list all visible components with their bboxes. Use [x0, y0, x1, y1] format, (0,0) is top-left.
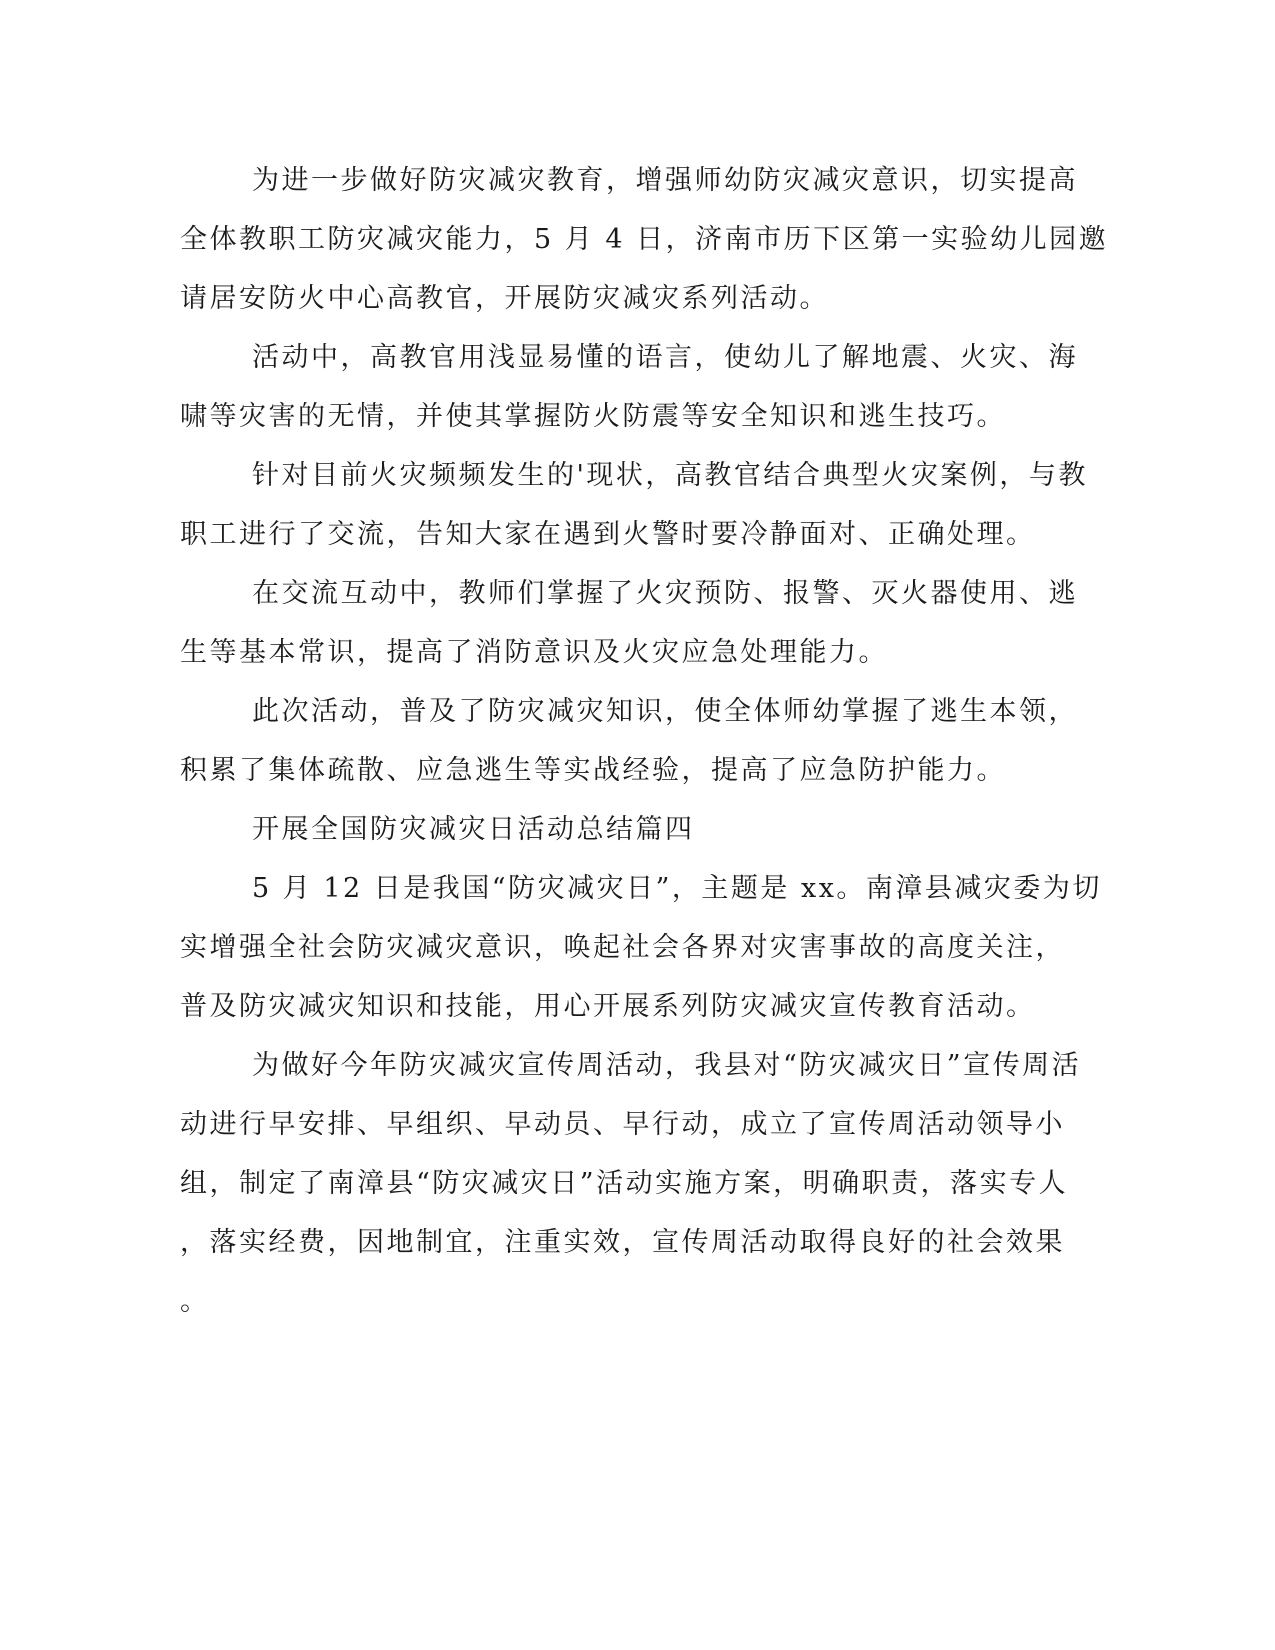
paragraph-7-line-4: ，落实经费，因地制宜，注重实效，宣传周活动取得良好的社会效果: [180, 1227, 1065, 1258]
paragraph-3-line-2: 职工进行了交流，告知大家在遇到火警时要冷静面对、正确处理。: [180, 519, 1036, 550]
paragraph-1-line-1: 为进一步做好防灾减灾教育，增强师幼防灾减灾意识，切实提高: [252, 165, 1078, 196]
paragraph-7-line-5: 。: [180, 1286, 210, 1317]
paragraph-6-line-2: 实增强全社会防灾减灾意识，唤起社会各界对灾害事故的高度关注，: [180, 932, 1065, 963]
paragraph-4-line-2: 生等基本常识，提高了消防意识及火灾应急处理能力。: [180, 637, 888, 668]
paragraph-2-line-2: 啸等灾害的无情，并使其掌握防火防震等安全知识和逃生技巧。: [180, 401, 1006, 432]
paragraph-4-line-1: 在交流互动中，教师们掌握了火灾预防、报警、灭火器使用、逃: [252, 578, 1078, 609]
paragraph-7-line-2: 动进行早安排、早组织、早动员、早行动，成立了宣传周活动领导小: [180, 1109, 1065, 1140]
paragraph-5-line-1: 此次活动，普及了防灾减灾知识，使全体师幼掌握了逃生本领，: [252, 696, 1078, 727]
paragraph-1-line-2: 全体教职工防灾减灾能力，5 月 4 日，济南市历下区第一实验幼儿园邀: [180, 224, 1109, 255]
paragraph-6-line-1: 5 月 12 日是我国“防灾减灾日”，主题是 xx。南漳县减灾委为切: [252, 873, 1102, 904]
paragraph-7-line-3: 组，制定了南漳县“防灾减灾日”活动实施方案，明确职责，落实专人: [180, 1168, 1069, 1199]
paragraph-1-line-3: 请居安防火中心高教官，开展防灾减灾系列活动。: [180, 283, 829, 314]
paragraph-5-line-2: 积累了集体疏散、应急逃生等实战经验，提高了应急防护能力。: [180, 755, 1006, 786]
section-heading: 开展全国防灾减灾日活动总结篇四: [252, 814, 695, 845]
paragraph-2-line-1: 活动中，高教官用浅显易懂的语言，使幼儿了解地震、火灾、海: [252, 342, 1078, 373]
paragraph-6-line-3: 普及防灾减灾知识和技能，用心开展系列防灾减灾宣传教育活动。: [180, 991, 1036, 1022]
paragraph-3-line-1: 针对目前火灾频频发生的'现状，高教官结合典型火灾案例，与教: [252, 460, 1088, 491]
paragraph-7-line-1: 为做好今年防灾减灾宣传周活动，我县对“防灾减灾日”宣传周活: [252, 1050, 1082, 1081]
